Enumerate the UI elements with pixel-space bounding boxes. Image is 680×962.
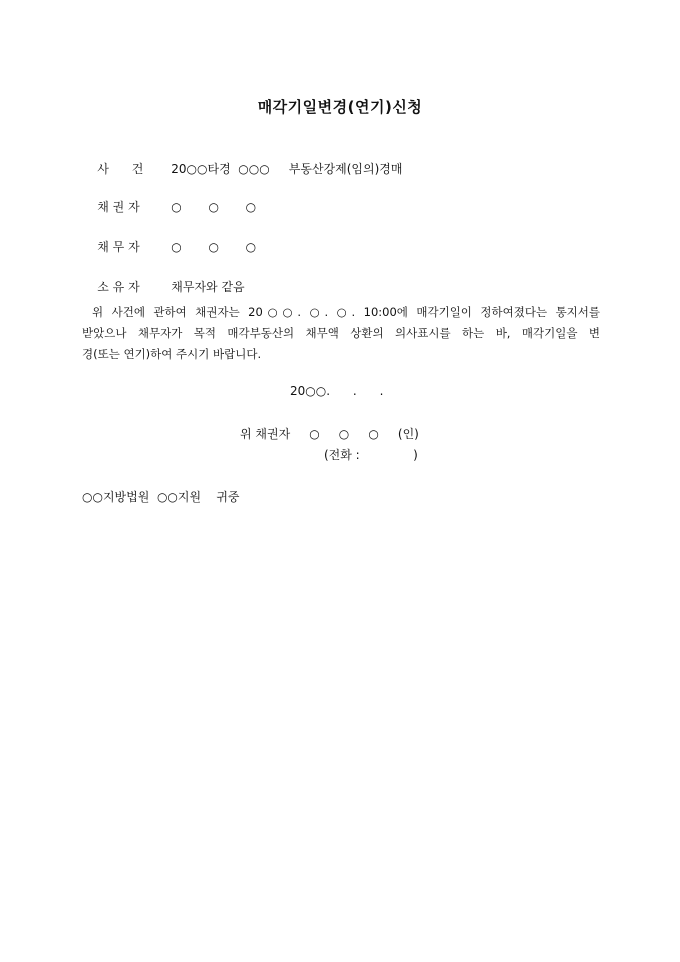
owner-value: 채무자와 같음: [171, 280, 245, 294]
case-value: 20○○타경 ○○○ 부동산강제(임의)경매: [171, 162, 403, 176]
creditor-value: ○ ○ ○: [171, 200, 257, 214]
creditor-signature: 위 채권자 ○ ○ ○ (인): [240, 427, 419, 441]
body-line: 경(또는 연기)하여 주시기 바랍니다.: [82, 347, 262, 361]
phone-line: (전화 : ): [324, 448, 418, 462]
court-addressee: ○○지방법원 ○○지원 귀중: [82, 490, 240, 504]
body-line: 받았으나 채무자가 목적 매각부동산의 채무액 상환의 의사표시를 하는 바, 매각기일을 변: [82, 326, 600, 340]
body-paragraph: [82, 302, 600, 365]
owner-label: 소 유 자: [97, 280, 140, 294]
body-line: 위 사건에 관하여 채권자는 20○○. ○. ○. 10:00에 매각기일이 정하여졌다는 통지서를: [92, 305, 600, 319]
debtor-row: [82, 224, 256, 269]
case-label: 사 건: [97, 162, 144, 176]
creditor-label: 채 권 자: [97, 200, 140, 214]
document-title: 매각기일변경(연기)신청: [257, 98, 423, 116]
debtor-label: 채 무 자: [97, 240, 140, 254]
debtor-value: ○ ○ ○: [171, 240, 257, 254]
creditor-row: [82, 184, 256, 229]
application-date: 20○○. . .: [290, 384, 384, 398]
